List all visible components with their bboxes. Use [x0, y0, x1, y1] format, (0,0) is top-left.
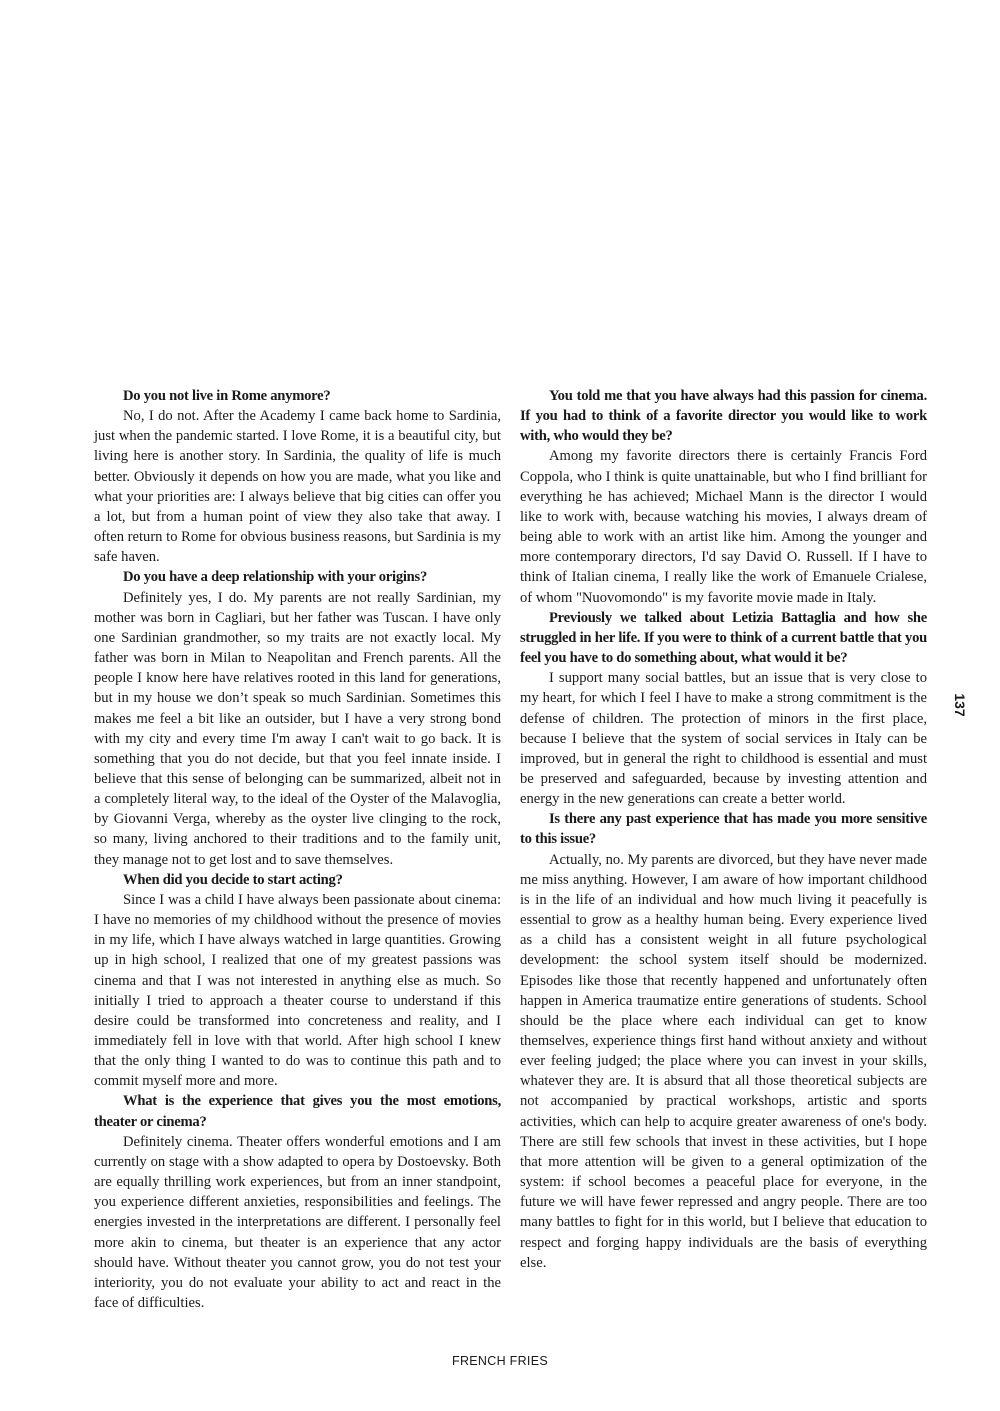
- interview-question: Previously we talked about Letizia Battaglia and how she struggled in her life. If you were to think of a current battle that you feel you have to do something about, what would it be?: [520, 609, 927, 667]
- right-column: [520, 386, 927, 1273]
- interview-answer: Among my favorite directors there is certainly Francis Ford Coppola, who I think is quite unattainable, but who I find brilliant for everything he has achieved; Michael Mann is the director I would like to work with, because watching his movies, I always dream of being able to work with an artist like him. Among the younger and more contemporary directors, I'd say David O. Russell. If I have to think of Italian cinema, I really like the work of Emanuele Crialese, of whom "Nuovomondo" is my favorite movie made in Italy.: [520, 448, 927, 606]
- interview-question: Is there any past experience that has made you more sensitive to this issue?: [520, 811, 927, 848]
- interview-question: What is the experience that gives you the most emotions, theater or cinema?: [94, 1093, 501, 1130]
- interview-answer: Since I was a child I have always been passionate about cinema: I have no memories of my childhood without the presence of movies in my life, which I have always watched in large quantities. Growing up in high school, I realized that one of my greatest passions was cinema and that I was not interested in anything else as much. So initially I tried to approach a theater course to understand if this desire could be transformed into concreteness and reality, and I immediately fell in love with that world. After high school I knew that the only thing I wanted to do was to continue this path and to commit myself more and more.: [94, 891, 501, 1090]
- interview-answer: Definitely yes, I do. My parents are not really Sardinian, my mother was born in Cagliari, but her father was Tuscan. I have only one Sardinian grandmother, so my traits are not exactly local. My father was born in Milan to Neapolitan and French parents. All the people I know here have relatives rooted in this land for generations, but in my house we don’t speak so much Sardinian. Sometimes this makes me feel a bit like an outsider, but I have a very strong bond with my city and every time I'm away I can't wait to go back. It is something that you do not decide, but that you feel innate inside. I believe that this sense of belonging can be summarized, albeit not in a completely literal way, to the ideal of the Oyster of the Malavoglia, by Giovanni Verga, whereby as the oyster live clinging to the rock, so many, living anchored to their traditions and to the family unit, they manage not to get lost and to save themselves.: [94, 589, 501, 868]
- interview-answer: Definitely cinema. Theater offers wonderful emotions and I am currently on stage with a show adapted to opera by Dostoevsky. Both are equally thrilling work experiences, but from an inner standpoint, you experience different anxieties, responsibilities and feelings. The energies invested in the interpretations are different. I personally feel more akin to cinema, but theater is an experience that any actor should have. Without theater you cannot grow, you do not test your interiority, you do not evaluate your ability to act and react in the face of difficulties.: [94, 1133, 501, 1312]
- magazine-footer: FRENCH FRIES: [452, 1354, 548, 1368]
- interview-answer: No, I do not. After the Academy I came back home to Sardinia, just when the pandemic started. I love Rome, it is a beautiful city, but living here is another story. In Sardinia, the quality of life is much better. Obviously it depends on how you are made, what you like and what your priorities are: I always believe that big cities can offer you a lot, but from a human point of view they also take that away. I often return to Rome for obvious business reasons, but Sardinia is my safe haven.: [94, 408, 501, 566]
- page-number: 137: [952, 693, 968, 717]
- interview-question: Do you not live in Rome anymore?: [123, 388, 331, 404]
- interview-answer: I support many social battles, but an issue that is very close to my heart, for which I feel I have to make a strong commitment is the defense of children. The protection of minors in the first place, because I believe that the system of social services in Italy can be improved, but in general the right to childhood is essential and must be preserved and safeguarded, because by investing attention and energy in the new generations can create a better world.: [520, 670, 927, 808]
- interview-question: Do you have a deep relationship with your origins?: [123, 569, 428, 586]
- left-column: [94, 386, 501, 1313]
- interview-question: When did you decide to start acting?: [123, 871, 343, 888]
- interview-question: You told me that you have always had this passion for cinema. If you had to think of a favorite director you would like to work with, who would they be?: [520, 388, 927, 445]
- interview-answer: Actually, no. My parents are divorced, but they have never made me miss anything. However, I am aware of how important childhood is in the life of an individual and how much living it peacefully is essential to grow as a healthy human being. Every experience lived as a child has a consistent weight in all future psychological development: the school system itself should be modernized. Episodes like those that recently happened and unfortunately often happen in America traumatize entire generations of students. School should be the place where each individual can get to know themselves, experience things first hand without anxiety and without ever feeling judged; the place where you can invest in your skills, whatever they are. It is absurd that all those theoretical subjects are not accompanied by practical workshops, artistic and sports activities, which can help to acquire greater awareness of one's body. There are still few schools that invest in these activities, but I hope that more attention will be given to a general optimization of the system: if school becomes a peaceful place for everyone, in the future we will have fewer repressed and angry people. There are too many battles to fight for in this world, but I believe that education to respect and forging happy individuals are the basis of everything else.: [520, 851, 927, 1271]
